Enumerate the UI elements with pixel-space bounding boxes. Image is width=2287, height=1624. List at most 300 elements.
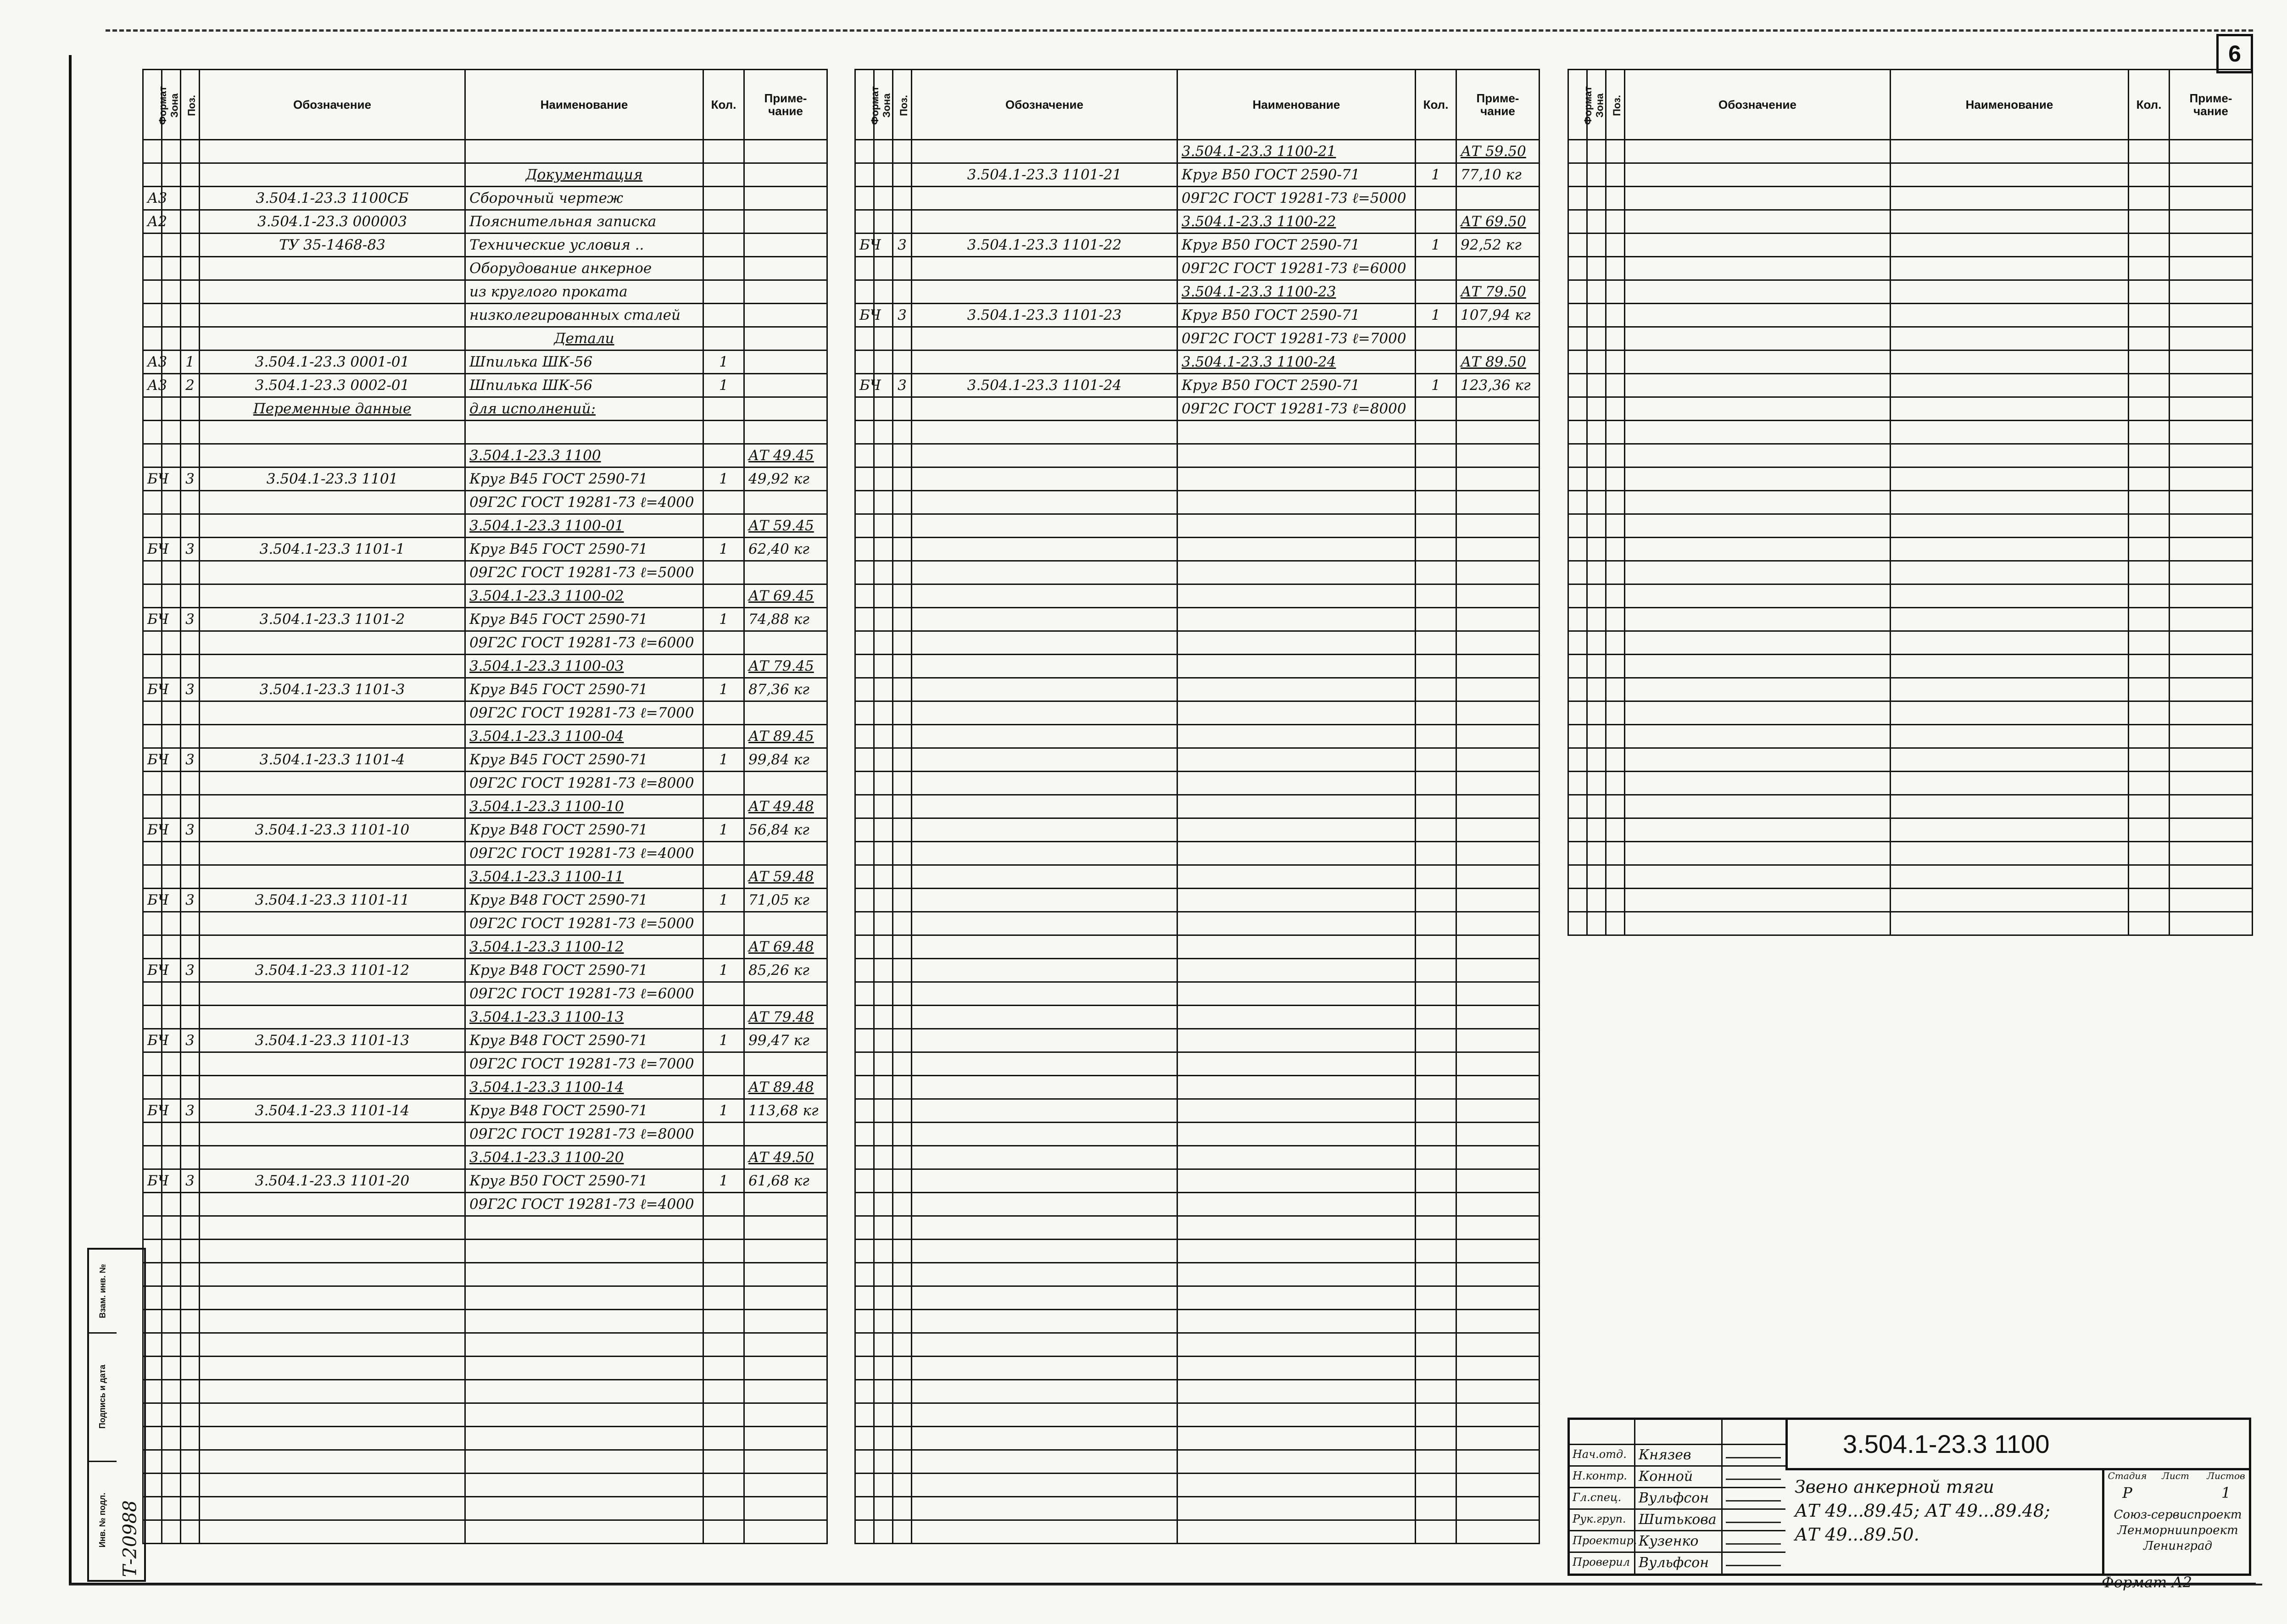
pos-cell xyxy=(181,421,200,444)
table-row xyxy=(855,584,1540,608)
col-qty-header: Кол. xyxy=(2129,70,2170,140)
table-row xyxy=(143,912,827,935)
zone-cell xyxy=(874,350,893,374)
qty-cell: 1 xyxy=(703,538,744,561)
qty-cell xyxy=(1416,140,1456,163)
table-row xyxy=(855,210,1540,234)
table-row xyxy=(143,865,827,889)
table-row xyxy=(1568,444,2253,467)
table-row xyxy=(855,444,1540,467)
designation-cell xyxy=(200,1193,465,1216)
qty-cell: 1 xyxy=(703,1099,744,1123)
table-row xyxy=(855,982,1540,1006)
person-name: Конной xyxy=(1639,1468,1693,1485)
table-row xyxy=(855,1380,1540,1403)
pos-cell xyxy=(893,187,912,210)
note-cell xyxy=(744,280,827,304)
side-label-cell: Инв. № подл. xyxy=(98,1492,107,1547)
pos-cell xyxy=(893,397,912,421)
signature-row xyxy=(1570,1552,1785,1575)
table-row xyxy=(143,327,827,350)
pos-cell: 2 xyxy=(181,374,200,397)
format-cell xyxy=(143,234,162,257)
table-row xyxy=(1568,514,2253,538)
pos-cell xyxy=(181,655,200,678)
name-cell: 09Г2С ГОСТ 19281-73 ℓ=8000 xyxy=(465,772,703,795)
zone-cell xyxy=(874,327,893,350)
zone-cell xyxy=(874,140,893,163)
pos-cell xyxy=(181,865,200,889)
signature-row xyxy=(1570,1487,1785,1510)
qty-cell xyxy=(703,1146,744,1169)
pos-cell xyxy=(181,280,200,304)
table-row xyxy=(143,444,827,467)
qty-cell: 1 xyxy=(703,467,744,491)
note-cell xyxy=(744,772,827,795)
table-row xyxy=(855,1123,1540,1146)
role-label: Проектир. xyxy=(1573,1534,1637,1547)
designation-cell xyxy=(912,257,1177,280)
format-cell: БЧ xyxy=(143,1099,162,1123)
name-cell: Оборудование анкерное xyxy=(465,257,703,280)
designation-cell: 3.504.1-23.3 1101-1 xyxy=(200,538,465,561)
table-row xyxy=(855,514,1540,538)
table-row xyxy=(855,187,1540,210)
table-row xyxy=(855,1286,1540,1310)
side-archive-box xyxy=(87,1248,146,1582)
format-cell xyxy=(855,397,874,421)
format-cell: БЧ xyxy=(143,748,162,772)
table-row xyxy=(855,865,1540,889)
format-cell xyxy=(143,491,162,514)
name-cell: 3.504.1-23.3 1100-10 xyxy=(465,795,703,818)
pos-cell xyxy=(181,210,200,234)
pos-cell xyxy=(181,187,200,210)
zone-cell xyxy=(162,655,181,678)
note-cell xyxy=(744,561,827,584)
designation-cell xyxy=(200,280,465,304)
col-qty-header: Кол. xyxy=(703,70,744,140)
pos-cell xyxy=(181,327,200,350)
name-cell: низколегированных сталей xyxy=(465,304,703,327)
designation-cell xyxy=(200,982,465,1006)
note-cell xyxy=(744,1123,827,1146)
note-cell xyxy=(744,491,827,514)
note-cell xyxy=(744,234,827,257)
table-row xyxy=(855,1310,1540,1333)
designation-cell xyxy=(200,725,465,748)
qty-cell: 1 xyxy=(703,678,744,701)
format-cell: БЧ xyxy=(143,818,162,842)
name-cell: Документация xyxy=(465,163,703,187)
pos-cell xyxy=(181,912,200,935)
pos-cell: 3 xyxy=(181,538,200,561)
table-row xyxy=(855,1006,1540,1029)
name-cell: 09Г2С ГОСТ 19281-73 ℓ=6000 xyxy=(465,631,703,655)
pos-cell: 3 xyxy=(181,1099,200,1123)
note-cell: АТ 49.50 xyxy=(744,1146,827,1169)
note-cell xyxy=(744,140,827,163)
designation-cell xyxy=(200,421,465,444)
table-row xyxy=(1568,725,2253,748)
table-row xyxy=(855,631,1540,655)
table-row xyxy=(855,1263,1540,1286)
table-row xyxy=(1568,818,2253,842)
name-cell: 3.504.1-23.3 1100-23 xyxy=(1177,280,1416,304)
name-cell: Круг В48 ГОСТ 2590-71 xyxy=(465,959,703,982)
table-row xyxy=(143,1474,827,1497)
format-cell xyxy=(855,187,874,210)
table-row xyxy=(143,748,827,772)
qty-cell xyxy=(703,187,744,210)
designation-cell: 3.504.1-23.3 1101 xyxy=(200,467,465,491)
pos-cell xyxy=(181,514,200,538)
qty-cell xyxy=(703,584,744,608)
pos-cell xyxy=(181,234,200,257)
signature-mark xyxy=(1726,1500,1781,1502)
name-cell: Технические условия .. xyxy=(465,234,703,257)
table-row xyxy=(143,959,827,982)
zone-cell xyxy=(162,234,181,257)
pos-cell xyxy=(893,280,912,304)
name-cell: Круг В48 ГОСТ 2590-71 xyxy=(465,1099,703,1123)
note-cell: 62,40 кг xyxy=(744,538,827,561)
note-cell xyxy=(1456,327,1540,350)
name-cell: Пояснительная записка xyxy=(465,210,703,234)
table-row xyxy=(1568,889,2253,912)
col-note-header: Приме-чание xyxy=(1456,70,1540,140)
table-row xyxy=(1568,397,2253,421)
zone-cell xyxy=(874,187,893,210)
qty-cell: 1 xyxy=(703,818,744,842)
note-cell: АТ 79.50 xyxy=(1456,280,1540,304)
table-row xyxy=(1568,912,2253,935)
table-row xyxy=(855,374,1540,397)
pos-cell xyxy=(893,140,912,163)
format-cell xyxy=(143,982,162,1006)
table-row xyxy=(143,701,827,725)
table-row xyxy=(855,163,1540,187)
pos-cell xyxy=(181,982,200,1006)
note-cell xyxy=(1456,257,1540,280)
table-row xyxy=(143,1520,827,1544)
table-row xyxy=(855,1029,1540,1052)
side-label-cell: Взам. инв. № xyxy=(89,1250,117,1334)
name-cell: 3.504.1-23.3 1100-02 xyxy=(465,584,703,608)
qty-cell xyxy=(703,935,744,959)
note-cell: АТ 89.48 xyxy=(744,1076,827,1099)
zone-cell xyxy=(162,631,181,655)
table-row xyxy=(1568,280,2253,304)
person-name: Вульфсон xyxy=(1639,1555,1709,1571)
pos-cell xyxy=(181,1076,200,1099)
note-cell xyxy=(744,257,827,280)
person-name: Кузенко xyxy=(1639,1533,1699,1549)
table-row xyxy=(1568,631,2253,655)
pos-cell xyxy=(181,725,200,748)
pos-cell xyxy=(893,257,912,280)
format-cell xyxy=(143,725,162,748)
table-row xyxy=(143,397,827,421)
zone-cell xyxy=(162,1006,181,1029)
note-cell: 99,84 кг xyxy=(744,748,827,772)
format-cell xyxy=(855,257,874,280)
table-row xyxy=(1568,210,2253,234)
designation-cell xyxy=(912,280,1177,304)
note-cell xyxy=(744,701,827,725)
table-row xyxy=(143,1169,827,1193)
format-cell xyxy=(143,935,162,959)
zone-cell xyxy=(162,257,181,280)
qty-cell xyxy=(703,257,744,280)
table-row xyxy=(1568,234,2253,257)
stage-box: Стадия Лист Листов Р 1 Союз-сервиспроект Ленморниипроект Ленинград xyxy=(2102,1470,2251,1574)
qty-cell xyxy=(703,631,744,655)
table-row xyxy=(143,304,827,327)
pos-cell xyxy=(181,163,200,187)
designation-cell xyxy=(200,795,465,818)
table-row xyxy=(855,655,1540,678)
qty-cell xyxy=(703,725,744,748)
name-cell: 09Г2С ГОСТ 19281-73 ℓ=5000 xyxy=(1177,187,1416,210)
format-cell xyxy=(143,327,162,350)
title-block xyxy=(1567,1418,2251,1576)
note-cell xyxy=(744,982,827,1006)
table-row xyxy=(855,1450,1540,1474)
table-row xyxy=(855,491,1540,514)
table-row xyxy=(143,1403,827,1427)
person-name: Вульфсон xyxy=(1639,1490,1709,1506)
qty-cell xyxy=(703,280,744,304)
role-label: Н.контр. xyxy=(1573,1469,1627,1482)
qty-cell xyxy=(703,397,744,421)
qty-cell: 1 xyxy=(1416,163,1456,187)
note-cell: АТ 69.45 xyxy=(744,584,827,608)
format-cell xyxy=(143,772,162,795)
pos-cell xyxy=(893,350,912,374)
name-cell: 09Г2С ГОСТ 19281-73 ℓ=7000 xyxy=(465,701,703,725)
table-row xyxy=(1568,678,2253,701)
note-cell: АТ 69.50 xyxy=(1456,210,1540,234)
name-cell: для исполнений: xyxy=(465,397,703,421)
pos-cell: 3 xyxy=(893,234,912,257)
designation-cell xyxy=(200,1052,465,1076)
zone-cell xyxy=(162,725,181,748)
note-cell: АТ 79.48 xyxy=(744,1006,827,1029)
name-cell: Круг В50 ГОСТ 2590-71 xyxy=(1177,234,1416,257)
note-cell: 123,36 кг xyxy=(1456,374,1540,397)
table-row xyxy=(855,1403,1540,1427)
format-cell: БЧ xyxy=(143,608,162,631)
table-row xyxy=(855,1333,1540,1357)
note-cell xyxy=(744,163,827,187)
designation-cell xyxy=(200,257,465,280)
qty-cell: 1 xyxy=(703,1169,744,1193)
note-cell: АТ 59.50 xyxy=(1456,140,1540,163)
note-cell xyxy=(744,842,827,865)
table-row xyxy=(143,631,827,655)
col-format-header: Формат xyxy=(1568,70,1587,140)
col-pos-header: Поз. xyxy=(181,70,200,140)
table-row xyxy=(1568,748,2253,772)
table-row xyxy=(1568,608,2253,631)
qty-cell: 1 xyxy=(703,959,744,982)
format-cell xyxy=(143,842,162,865)
table-row xyxy=(143,514,827,538)
note-cell: 107,94 кг xyxy=(1456,304,1540,327)
zone-cell xyxy=(162,1146,181,1169)
table-row xyxy=(143,678,827,701)
qty-cell xyxy=(703,491,744,514)
qty-cell xyxy=(703,912,744,935)
designation-cell xyxy=(912,140,1177,163)
format-cell xyxy=(143,514,162,538)
role-label: Рук.груп. xyxy=(1573,1513,1626,1525)
name-cell: 3.504.1-23.3 1100-20 xyxy=(465,1146,703,1169)
zone-cell xyxy=(162,701,181,725)
qty-cell xyxy=(703,304,744,327)
pos-cell xyxy=(181,701,200,725)
note-cell: АТ 49.45 xyxy=(744,444,827,467)
pos-cell xyxy=(181,1193,200,1216)
zone-cell xyxy=(162,584,181,608)
table-row xyxy=(143,772,827,795)
table-row xyxy=(855,818,1540,842)
signature-row xyxy=(1570,1465,1785,1489)
table-row xyxy=(855,1474,1540,1497)
format-cell: А3 xyxy=(143,187,162,210)
table-row xyxy=(143,842,827,865)
note-cell xyxy=(744,327,827,350)
table-row xyxy=(143,1076,827,1099)
zone-cell xyxy=(162,795,181,818)
qty-cell: 1 xyxy=(1416,374,1456,397)
table-row xyxy=(143,210,827,234)
table-row xyxy=(143,1029,827,1052)
table-row xyxy=(855,1240,1540,1263)
qty-cell xyxy=(703,1193,744,1216)
col-zone-header: Зона xyxy=(162,70,181,140)
document-title: Звено анкерной тяги АТ 49...89.45; АТ 49...89.48; АТ 49...89.50. xyxy=(1795,1477,2050,1545)
designation-cell: ТУ 35-1468-83 xyxy=(200,234,465,257)
note-cell: 77,10 кг xyxy=(1456,163,1540,187)
qty-cell xyxy=(703,655,744,678)
name-cell: Круг В48 ГОСТ 2590-71 xyxy=(465,1029,703,1052)
spec-table-right xyxy=(1567,69,2253,936)
pos-cell xyxy=(181,842,200,865)
table-row xyxy=(1568,374,2253,397)
signature-mark xyxy=(1726,1457,1781,1458)
person-name: Князев xyxy=(1639,1447,1691,1463)
table-row xyxy=(143,350,827,374)
name-cell: Круг В50 ГОСТ 2590-71 xyxy=(1177,163,1416,187)
table-row xyxy=(1568,421,2253,444)
name-cell: 3.504.1-23.3 1100-22 xyxy=(1177,210,1416,234)
zone-cell xyxy=(162,772,181,795)
zone-cell xyxy=(874,397,893,421)
pos-cell: 3 xyxy=(181,467,200,491)
signature-row xyxy=(1570,1444,1785,1467)
zone-cell xyxy=(162,421,181,444)
format-cell xyxy=(143,444,162,467)
zone-cell xyxy=(162,842,181,865)
designation-cell: 3.504.1-23.3 1101-21 xyxy=(912,163,1177,187)
note-cell xyxy=(744,421,827,444)
format-cell xyxy=(143,1076,162,1099)
col-format-header: Формат xyxy=(143,70,162,140)
name-cell: 09Г2С ГОСТ 19281-73 ℓ=5000 xyxy=(465,561,703,584)
note-cell: АТ 49.48 xyxy=(744,795,827,818)
table-row xyxy=(855,795,1540,818)
name-cell: Круг В45 ГОСТ 2590-71 xyxy=(465,538,703,561)
designation-cell xyxy=(200,304,465,327)
format-cell: А3 xyxy=(143,374,162,397)
format-cell xyxy=(855,140,874,163)
table-row xyxy=(143,1263,827,1286)
note-cell: 92,52 кг xyxy=(1456,234,1540,257)
format-cell xyxy=(143,655,162,678)
designation-cell xyxy=(200,935,465,959)
zone-cell xyxy=(162,140,181,163)
format-cell xyxy=(143,140,162,163)
pos-cell xyxy=(181,304,200,327)
role-label: Проверил xyxy=(1573,1556,1630,1568)
name-cell: 3.504.1-23.3 1100-21 xyxy=(1177,140,1416,163)
note-cell xyxy=(744,374,827,397)
pos-cell xyxy=(181,257,200,280)
zone-cell xyxy=(162,1193,181,1216)
pos-cell: 3 xyxy=(181,608,200,631)
designation-cell xyxy=(200,444,465,467)
table-row xyxy=(143,1310,827,1333)
table-row xyxy=(143,1099,827,1123)
pos-cell xyxy=(181,140,200,163)
qty-cell xyxy=(1416,187,1456,210)
designation-cell: Переменные данные xyxy=(200,397,465,421)
table-row xyxy=(1568,304,2253,327)
name-cell: 3.504.1-23.3 1100-14 xyxy=(465,1076,703,1099)
format-cell xyxy=(143,1052,162,1076)
designation-cell: 3.504.1-23.3 0002-01 xyxy=(200,374,465,397)
table-row xyxy=(1568,467,2253,491)
pos-cell xyxy=(181,584,200,608)
qty-cell xyxy=(703,982,744,1006)
qty-cell: 1 xyxy=(703,374,744,397)
format-cell: БЧ xyxy=(855,374,874,397)
name-cell: Шпилька ШК-56 xyxy=(465,374,703,397)
table-row xyxy=(855,1146,1540,1169)
table-row xyxy=(143,725,827,748)
pos-cell xyxy=(181,444,200,467)
format-cell xyxy=(855,350,874,374)
signature-mark xyxy=(1726,1543,1781,1545)
table-row xyxy=(855,280,1540,304)
table-row xyxy=(855,397,1540,421)
table-row xyxy=(143,655,827,678)
table-row xyxy=(143,163,827,187)
format-cell xyxy=(855,327,874,350)
table-row xyxy=(855,678,1540,701)
designation-cell xyxy=(912,327,1177,350)
name-cell: 09Г2С ГОСТ 19281-73 ℓ=4000 xyxy=(465,491,703,514)
table-row xyxy=(855,467,1540,491)
designation-cell xyxy=(200,584,465,608)
designation-cell: 3.504.1-23.3 1101-3 xyxy=(200,678,465,701)
pos-cell xyxy=(181,1006,200,1029)
signature-mark xyxy=(1726,1565,1781,1566)
designation-cell: 3.504.1-23.3 000003 xyxy=(200,210,465,234)
qty-cell xyxy=(1416,280,1456,304)
